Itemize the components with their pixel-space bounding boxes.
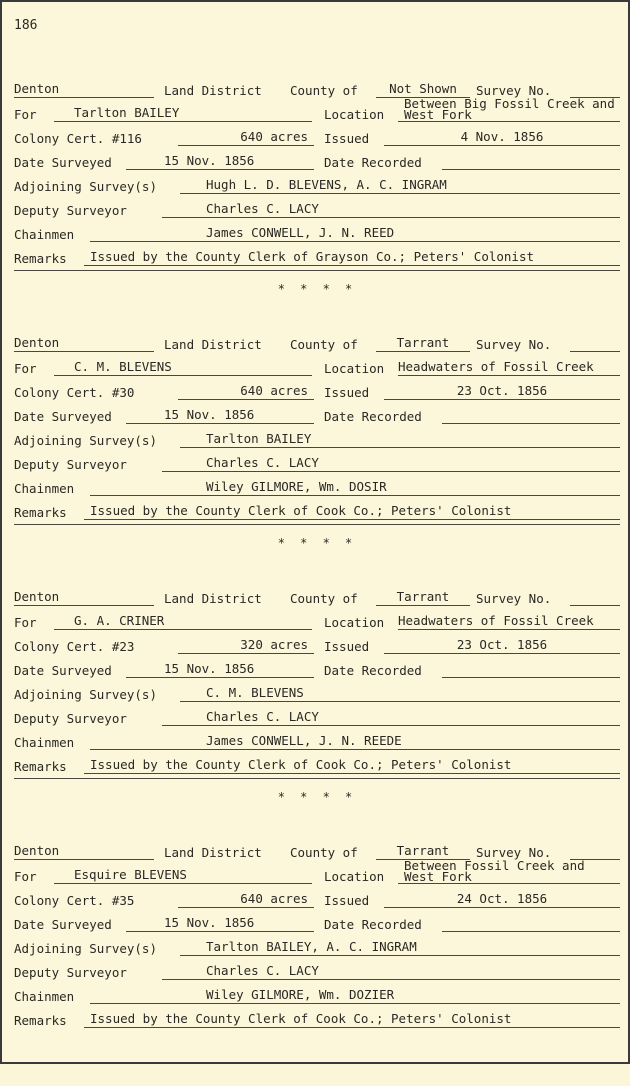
location-value: Headwaters of Fossil Creek bbox=[398, 613, 594, 628]
chainmen-label: Chainmen bbox=[14, 481, 75, 496]
row-cert bbox=[14, 376, 620, 400]
for-value: Esquire BLEVENS bbox=[74, 867, 187, 882]
county-value: Tarrant bbox=[396, 843, 450, 858]
for-value: Tarlton BAILEY bbox=[74, 105, 180, 120]
deputy-value: Charles C. LACY bbox=[206, 709, 319, 724]
location-label: Location bbox=[324, 107, 385, 122]
row-for bbox=[14, 98, 620, 122]
county-of-label: County of bbox=[290, 337, 358, 352]
county-value: Tarrant bbox=[396, 589, 450, 604]
colony-cert bbox=[14, 131, 142, 146]
blank-line bbox=[14, 778, 620, 779]
cert-no-value: #116 bbox=[111, 131, 142, 146]
issued-label: Issued bbox=[324, 893, 370, 908]
row-deputy bbox=[14, 956, 620, 980]
chainmen-value: Wiley GILMORE, Wm. DOZIER bbox=[206, 987, 395, 1002]
row-cert bbox=[14, 884, 620, 908]
issued-value: 4 Nov. 1856 bbox=[460, 129, 544, 144]
location-label: Location bbox=[324, 361, 385, 376]
date-surveyed-value: 15 Nov. 1856 bbox=[164, 661, 255, 676]
county-value: Tarrant bbox=[396, 335, 450, 350]
for-label: For bbox=[14, 107, 37, 122]
colony-cert bbox=[14, 639, 134, 654]
colony-cert bbox=[14, 385, 134, 400]
acres-value: 640 acres bbox=[240, 383, 308, 398]
issued-value: 23 Oct. 1856 bbox=[456, 637, 548, 652]
row-deputy bbox=[14, 702, 620, 726]
row-for bbox=[14, 352, 620, 376]
row-surveyed bbox=[14, 146, 620, 170]
colony-cert-label: Colony Cert. bbox=[14, 385, 105, 400]
survey-no-label: Survey No. bbox=[476, 845, 552, 860]
for-label: For bbox=[14, 361, 37, 376]
colony-cert-label: Colony Cert. bbox=[14, 639, 105, 654]
land-district-label: Land District bbox=[164, 845, 262, 860]
row-deputy bbox=[14, 194, 620, 218]
remarks-label: Remarks bbox=[14, 1013, 67, 1028]
chainmen-label: Chainmen bbox=[14, 735, 75, 750]
adjoining-value: Tarlton BAILEY, A. C. INGRAM bbox=[206, 939, 417, 954]
deputy-value: Charles C. LACY bbox=[206, 963, 319, 978]
survey-record bbox=[14, 328, 620, 578]
row-district bbox=[14, 74, 620, 98]
location-label: Location bbox=[324, 615, 385, 630]
date-recorded-label: Date Recorded bbox=[324, 663, 422, 678]
adjoining-label: Adjoining Survey(s) bbox=[14, 433, 157, 448]
issued-label: Issued bbox=[324, 131, 370, 146]
location-value: Headwaters of Fossil Creek bbox=[398, 359, 594, 374]
adjoining-label: Adjoining Survey(s) bbox=[14, 941, 157, 956]
row-cert bbox=[14, 122, 620, 146]
for-label: For bbox=[14, 869, 37, 884]
row-adjoining bbox=[14, 678, 620, 702]
page-number: 186 bbox=[14, 18, 38, 33]
survey-record bbox=[14, 836, 620, 1086]
remarks-value: Issued by the County Clerk of Cook Co.; Peters' Colonist bbox=[90, 757, 512, 772]
remarks-value: Issued by the County Clerk of Cook Co.; Peters' Colonist bbox=[90, 503, 512, 518]
issued-value: 23 Oct. 1856 bbox=[456, 383, 548, 398]
record-separator: * * * * bbox=[277, 790, 357, 804]
acres-value: 640 acres bbox=[240, 891, 308, 906]
date-surveyed-value: 15 Nov. 1856 bbox=[164, 407, 255, 422]
chainmen-value: Wiley GILMORE, Wm. DOSIR bbox=[206, 479, 387, 494]
district-value: Denton bbox=[14, 843, 60, 858]
record-separator: * * * * bbox=[277, 536, 357, 550]
cert-no-value: #23 bbox=[111, 639, 135, 654]
chainmen-label: Chainmen bbox=[14, 989, 75, 1004]
row-district bbox=[14, 328, 620, 352]
deputy-label: Deputy Surveyor bbox=[14, 711, 127, 726]
remarks-label: Remarks bbox=[14, 251, 67, 266]
date-surveyed-value: 15 Nov. 1856 bbox=[164, 153, 255, 168]
district-value: Denton bbox=[14, 335, 60, 350]
remarks-label: Remarks bbox=[14, 505, 67, 520]
deputy-label: Deputy Surveyor bbox=[14, 457, 127, 472]
cert-no-value: #35 bbox=[111, 893, 135, 908]
land-district-label: Land District bbox=[164, 337, 262, 352]
row-surveyed bbox=[14, 908, 620, 932]
date-recorded-label: Date Recorded bbox=[324, 155, 422, 170]
issued-label: Issued bbox=[324, 639, 370, 654]
row-remarks bbox=[14, 1004, 620, 1028]
row-surveyed bbox=[14, 400, 620, 424]
for-value: C. M. BLEVENS bbox=[74, 359, 172, 374]
deputy-value: Charles C. LACY bbox=[206, 455, 319, 470]
issued-value: 24 Oct. 1856 bbox=[456, 891, 548, 906]
date-surveyed-label: Date Surveyed bbox=[14, 663, 112, 678]
date-surveyed-value: 15 Nov. 1856 bbox=[164, 915, 255, 930]
row-district bbox=[14, 582, 620, 606]
for-label: For bbox=[14, 615, 37, 630]
colony-cert bbox=[14, 893, 134, 908]
location-value: Between Fossil Creek and West Fork bbox=[404, 858, 585, 884]
row-remarks bbox=[14, 496, 620, 520]
adjoining-value: C. M. BLEVENS bbox=[206, 685, 304, 700]
row-chainmen bbox=[14, 472, 620, 496]
deputy-value: Charles C. LACY bbox=[206, 201, 319, 216]
blank-line bbox=[14, 524, 620, 525]
date-surveyed-label: Date Surveyed bbox=[14, 409, 112, 424]
row-remarks bbox=[14, 750, 620, 774]
remarks-value: Issued by the County Clerk of Grayson Co.; Peters' Colonist bbox=[90, 249, 535, 264]
acres-value: 640 acres bbox=[240, 129, 308, 144]
district-value: Denton bbox=[14, 589, 60, 604]
date-surveyed-label: Date Surveyed bbox=[14, 917, 112, 932]
date-recorded-label: Date Recorded bbox=[324, 409, 422, 424]
chainmen-value: James CONWELL, J. N. REEDE bbox=[206, 733, 402, 748]
date-recorded-label: Date Recorded bbox=[324, 917, 422, 932]
record-separator: * * * * bbox=[277, 282, 357, 296]
row-chainmen bbox=[14, 726, 620, 750]
row-adjoining bbox=[14, 932, 620, 956]
survey-record bbox=[14, 582, 620, 832]
county-of-label: County of bbox=[290, 845, 358, 860]
county-of-label: County of bbox=[290, 591, 358, 606]
row-chainmen bbox=[14, 980, 620, 1004]
cert-no-value: #30 bbox=[111, 385, 135, 400]
survey-record bbox=[14, 74, 620, 324]
land-district-label: Land District bbox=[164, 591, 262, 606]
issued-label: Issued bbox=[324, 385, 370, 400]
adjoining-label: Adjoining Survey(s) bbox=[14, 179, 157, 194]
colony-cert-label: Colony Cert. bbox=[14, 131, 105, 146]
district-value: Denton bbox=[14, 81, 60, 96]
deputy-label: Deputy Surveyor bbox=[14, 203, 127, 218]
survey-no-label: Survey No. bbox=[476, 591, 552, 606]
row-deputy bbox=[14, 448, 620, 472]
deputy-label: Deputy Surveyor bbox=[14, 965, 127, 980]
colony-cert-label: Colony Cert. bbox=[14, 893, 105, 908]
row-adjoining bbox=[14, 424, 620, 448]
date-surveyed-label: Date Surveyed bbox=[14, 155, 112, 170]
blank-line bbox=[14, 270, 620, 271]
adjoining-value: Tarlton BAILEY bbox=[206, 431, 312, 446]
location-value: Between Big Fossil Creek and West Fork bbox=[404, 96, 615, 122]
acres-value: 320 acres bbox=[240, 637, 308, 652]
remarks-label: Remarks bbox=[14, 759, 67, 774]
row-for bbox=[14, 860, 620, 884]
survey-no-label: Survey No. bbox=[476, 337, 552, 352]
chainmen-value: James CONWELL, J. N. REED bbox=[206, 225, 395, 240]
county-value: Not Shown bbox=[389, 81, 457, 96]
for-value: G. A. CRINER bbox=[74, 613, 165, 628]
row-district bbox=[14, 836, 620, 860]
remarks-value: Issued by the County Clerk of Cook Co.; Peters' Colonist bbox=[90, 1011, 512, 1026]
adjoining-label: Adjoining Survey(s) bbox=[14, 687, 157, 702]
row-adjoining bbox=[14, 170, 620, 194]
location-label: Location bbox=[324, 869, 385, 884]
land-district-label: Land District bbox=[164, 83, 262, 98]
adjoining-value: Hugh L. D. BLEVENS, A. C. INGRAM bbox=[206, 177, 447, 192]
row-surveyed bbox=[14, 654, 620, 678]
survey-no-label: Survey No. bbox=[476, 83, 552, 98]
chainmen-label: Chainmen bbox=[14, 227, 75, 242]
county-of-label: County of bbox=[290, 83, 358, 98]
row-for bbox=[14, 606, 620, 630]
row-cert bbox=[14, 630, 620, 654]
row-remarks bbox=[14, 242, 620, 266]
row-chainmen bbox=[14, 218, 620, 242]
